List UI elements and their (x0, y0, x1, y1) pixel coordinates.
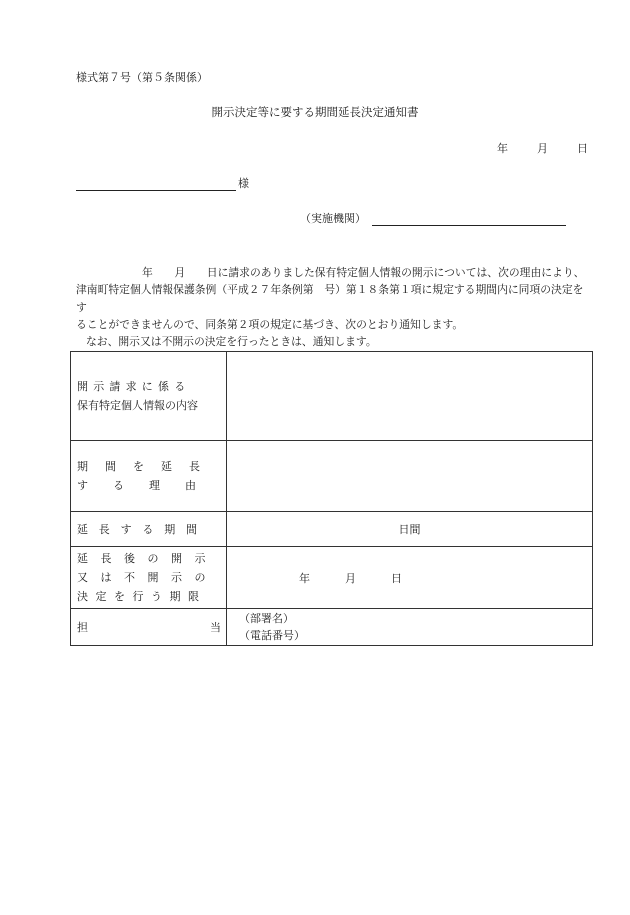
notice-body (76, 264, 590, 350)
phone-number: （電話番号） (239, 629, 305, 642)
value-decision-deadline[interactable] (227, 547, 593, 609)
value-request-content[interactable] (227, 352, 593, 441)
row-contact (71, 609, 593, 646)
header-date-day: 日 (577, 142, 588, 155)
row-reason (71, 441, 593, 512)
days-unit: 日間 (398, 523, 421, 536)
label-request-content (71, 352, 227, 441)
label-text: 開示請求に係る (77, 380, 191, 393)
label-line (77, 457, 221, 476)
addressee-suffix: 様 (238, 177, 249, 190)
row-content (71, 352, 593, 441)
label-line (77, 549, 221, 568)
deadline-year: 年 (299, 571, 310, 585)
label-text: 又は不開示の (77, 571, 218, 584)
header-date (497, 140, 588, 156)
row-deadline (71, 547, 593, 609)
deadline-date (227, 570, 592, 586)
label-text: 延長する期間 (77, 522, 208, 536)
value-extension-reason[interactable] (227, 441, 593, 512)
label-line (77, 396, 221, 415)
implementing-agency (300, 210, 566, 226)
label-extension-reason (71, 441, 227, 512)
label-text: 延長後の開示 (77, 552, 218, 565)
document-title: 開示決定等に要する期間延長決定通知書 (211, 105, 419, 119)
notice-table (70, 351, 593, 646)
label-text: 当 (210, 620, 221, 634)
row-period (71, 512, 593, 547)
label-text: 期間を延長 (77, 460, 217, 473)
body-line-2: 津南町特定個人情報保護条例（平成２７年条例第 号）第１８条第１項に規定する期間内に同項の決定をす (76, 283, 584, 314)
label-text: 保有特定個人情報の内容 (77, 399, 198, 412)
form-number: 様式第７号（第５条関係） (76, 71, 208, 84)
label-line (77, 568, 221, 587)
label-line (77, 377, 221, 396)
label-text: する理由 (77, 479, 221, 492)
value-extension-period[interactable] (227, 512, 593, 547)
label-line (77, 618, 221, 637)
label-text: 決定を行う期限 (77, 590, 207, 603)
label-line (77, 587, 221, 606)
label-person-in-charge (71, 609, 227, 646)
addressee-blank-line (76, 178, 236, 191)
agency-blank-line (372, 213, 566, 226)
deadline-day: 日 (391, 571, 402, 585)
body-note: なお、開示又は不開示の決定を行ったときは、通知します。 (86, 335, 377, 349)
label-line (77, 520, 221, 539)
deadline-month: 月 (345, 571, 356, 585)
header-date-year: 年 (497, 142, 508, 155)
label-text: 担 (77, 620, 88, 634)
value-person-in-charge[interactable] (227, 609, 593, 646)
body-line-3: ることができませんので、同条第２項の規定に基づき、次のとおり通知します。 (76, 317, 464, 331)
department-name: （部署名） (239, 612, 294, 625)
label-decision-deadline (71, 547, 227, 609)
label-line (77, 476, 221, 495)
label-extension-period (71, 512, 227, 547)
body-line-1: 年 月 日に請求のありました保有特定個人情報の開示については、次の理由により、 (142, 266, 585, 279)
agency-label: （実施機関） (300, 212, 366, 225)
addressee (76, 175, 249, 191)
header-date-month: 月 (537, 142, 548, 155)
